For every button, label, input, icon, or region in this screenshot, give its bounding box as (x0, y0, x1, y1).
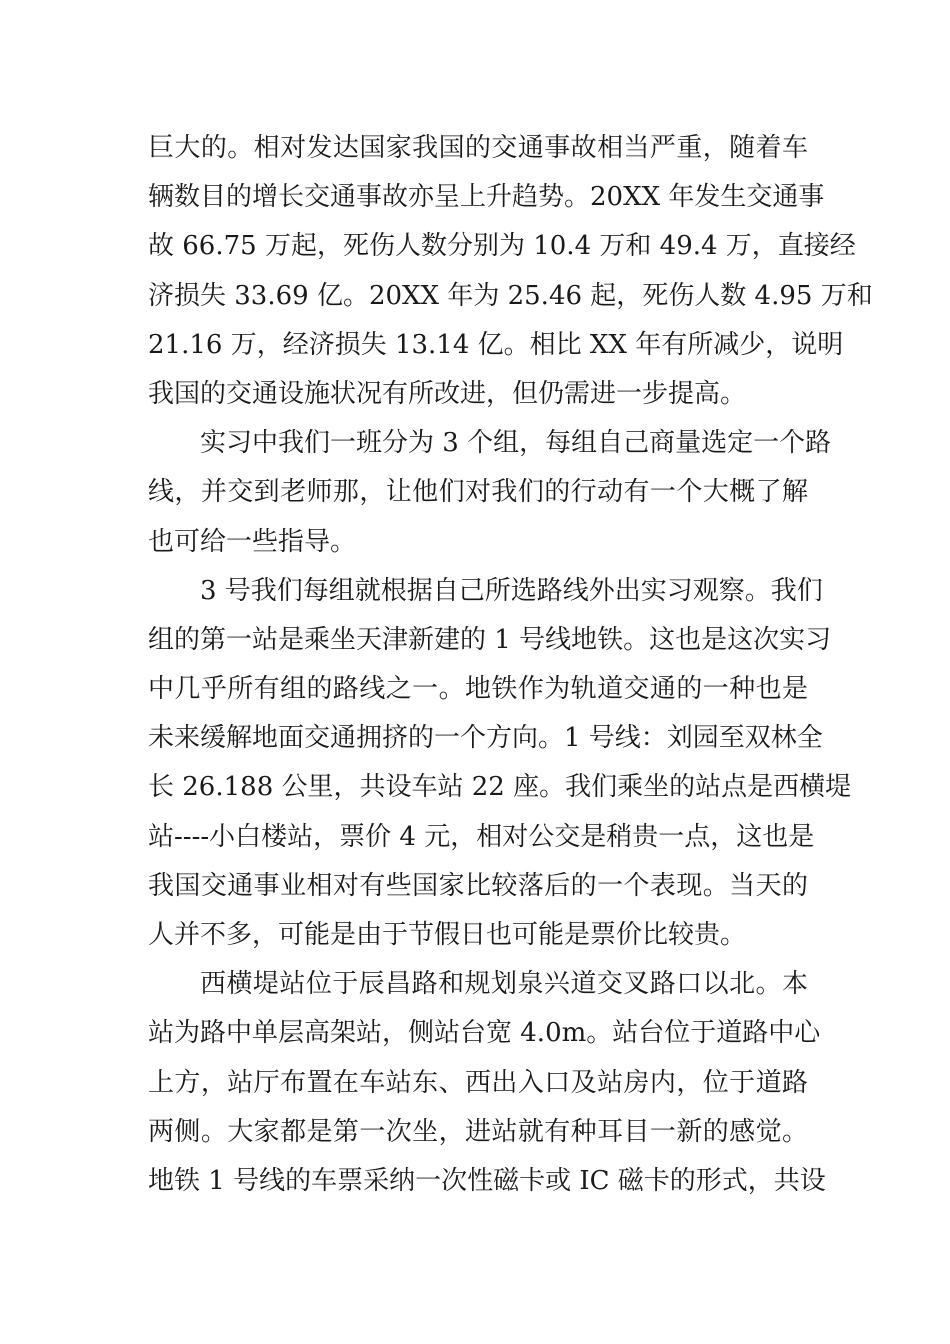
text-line: 线，并交到老师那，让他们对我们的行动有一个大概了解 (148, 477, 808, 508)
text-line: 我国交通事业相对有些国家比较落后的一个表现。当天的 (148, 870, 808, 901)
text-line: 实习中我们一班分为 3 个组，每组自己商量选定一个路 (200, 428, 832, 459)
paragraph-metro-line-1 (148, 567, 852, 961)
text-line: 故 66.75 万起，死伤人数分别为 10.4 万和 49.4 万，直接经 (148, 231, 856, 262)
paragraph-xihengdi-station (148, 960, 826, 1206)
text-line: 3 号我们每组就根据自己所选路线外出实习观察。我们 (200, 575, 823, 606)
text-line: 长 26.188 公里，共设车站 22 座。我们乘坐的站点是西横堤 (148, 772, 852, 803)
text-line: 济损失 33.69 亿。20XX 年为 25.46 起，死伤人数 4.95 万和 (148, 280, 873, 311)
paragraph-class-groups (148, 419, 832, 567)
text-line: 地铁 1 号线的车票采纳一次性磁卡或 IC 磁卡的形式，共设 (148, 1165, 826, 1196)
text-line: 站----小白楼站，票价 4 元，相对公交是稍贵一点，这也是 (148, 821, 815, 852)
text-line: 组的第一站是乘坐天津新建的 1 号线地铁。这也是这次实习 (148, 624, 832, 655)
document-body (148, 124, 873, 1206)
text-line: 21.16 万，经济损失 13.14 亿。相比 XX 年有所减少，说明 (148, 329, 844, 360)
text-line: 也可给一些指导。 (148, 526, 357, 557)
text-line: 上方，站厅布置在车站东、西出入口及站房内，位于道路 (148, 1067, 808, 1098)
text-line: 人并不多，可能是由于节假日也可能是票价比较贵。 (148, 920, 747, 950)
text-line: 两侧。大家都是第一次坐，进站就有种耳目一新的感觉。 (148, 1116, 808, 1147)
text-line: 西横堤站位于辰昌路和规划泉兴道交叉路口以北。本 (200, 969, 808, 1000)
text-line: 辆数目的增长交通事故亦呈上升趋势。20XX 年发生交通事 (148, 182, 825, 213)
text-line: 中几乎所有组的路线之一。地铁作为轨道交通的一种也是 (148, 674, 808, 705)
paragraph-traffic-accidents (148, 124, 873, 419)
text-line: 我国的交通设施状况有所改进，但仍需进一步提高。 (148, 378, 747, 409)
text-line: 巨大的。相对发达国家我国的交通事故相当严重，随着车 (148, 133, 808, 163)
text-line: 站为路中单层高架站，侧站台宽 4.0m。站台位于道路中心 (148, 1018, 821, 1049)
text-line: 未来缓解地面交通拥挤的一个方向。1 号线：刘园至双林全 (148, 723, 823, 754)
